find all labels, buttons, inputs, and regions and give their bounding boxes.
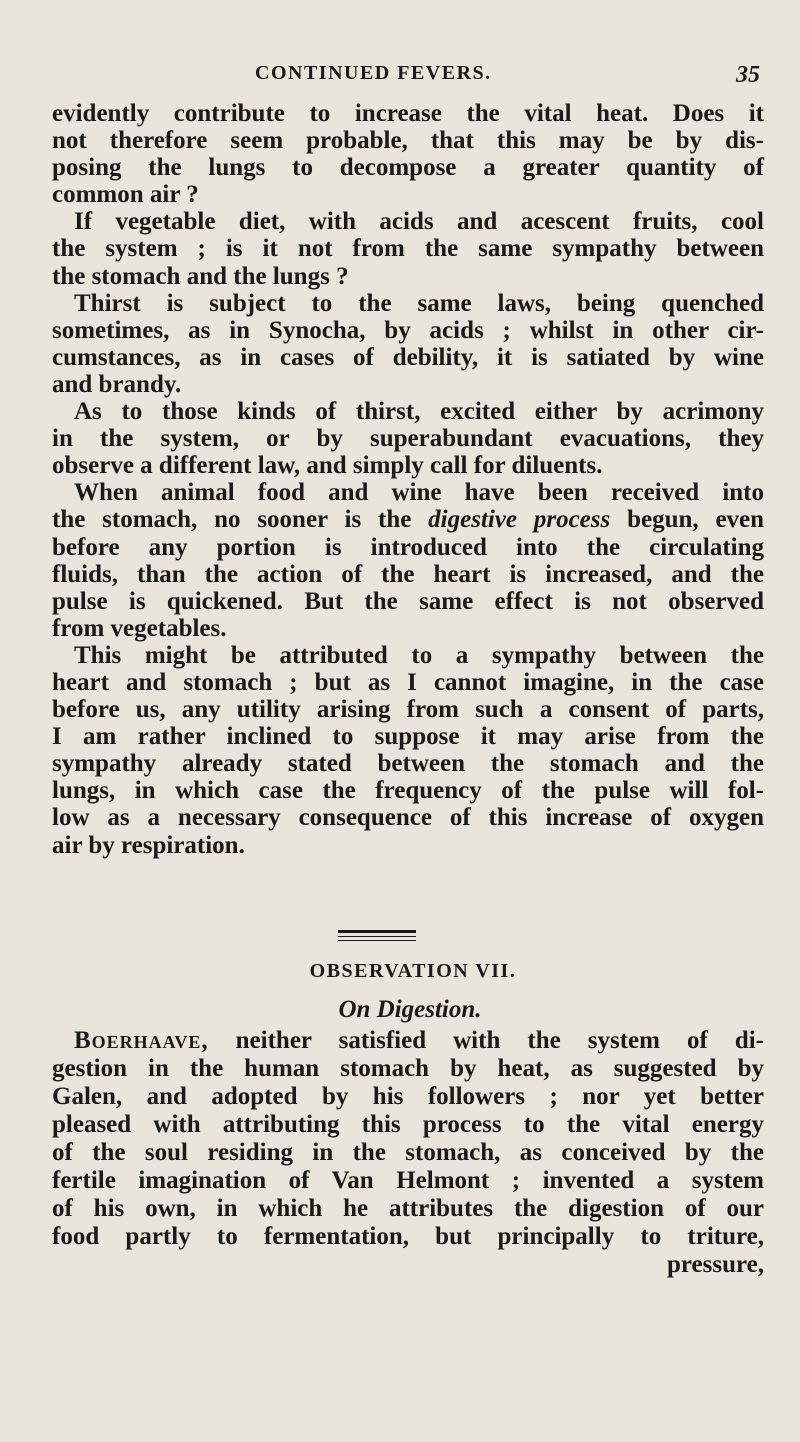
text-line: pulse is quickened. But the same effect is not observed	[52, 587, 764, 615]
text-line: the system ; is it not from the same sympathy between	[52, 235, 764, 263]
catchword: pressure,	[667, 1251, 764, 1278]
text-line: pleased with attributing this process to the vital energy	[52, 1111, 764, 1138]
italic-term: digestive process	[428, 506, 611, 534]
text-line-mixed	[52, 1027, 764, 1055]
text-line: from vegetables.	[52, 614, 227, 642]
text-line: posing the lungs to decompose a greater quantity of	[52, 154, 764, 182]
text-line: sometimes, as in Synocha, by acids ; whilst in other cir-	[52, 316, 764, 344]
text-line: gestion in the human stomach by heat, as suggested by	[52, 1055, 764, 1082]
observation-heading: OBSERVATION VII.	[309, 960, 517, 982]
text-line: air by respiration.	[52, 831, 245, 859]
running-head	[40, 62, 760, 90]
text-line: common air ?	[52, 181, 199, 209]
text-line: heart and stomach ; but as I cannot imagine, in the case	[52, 668, 764, 696]
divider-rule	[338, 940, 416, 941]
text-line: Galen, and adopted by his followers ; nor yet better	[52, 1083, 764, 1110]
author-name: Boerhaave,	[74, 1027, 209, 1054]
text-line: observe a different law, and simply call for diluents.	[52, 452, 603, 480]
text-fragment: the stomach, no sooner is the	[52, 506, 412, 534]
text-line: before us, any utility arising from such a consent of parts,	[52, 696, 764, 724]
divider-rule	[338, 930, 416, 933]
text-line: evidently contribute to increase the vital heat. Does it	[52, 100, 764, 127]
observation-subtitle: On Digestion.	[338, 996, 482, 1023]
divider-rule	[338, 936, 416, 937]
text-line: the stomach and the lungs ?	[52, 262, 349, 290]
text-line: When animal food and wine have been received into	[74, 479, 764, 507]
text-line: low as a necessary consequence of this increase of oxygen	[52, 804, 764, 832]
text-line: Thirst is subject to the same laws, being quenched	[74, 289, 764, 317]
text-line: in the system, or by superabundant evacuations, they	[52, 425, 764, 453]
text-fragment: neither satisfied with the system of di-	[235, 1027, 764, 1054]
section-divider	[0, 930, 800, 944]
text-line: of the soul residing in the stomach, as conceived by the	[52, 1139, 764, 1166]
text-line: not therefore seem probable, that this may be by dis-	[52, 127, 764, 155]
text-line: fertile imagination of Van Helmont ; invented a system	[52, 1167, 764, 1194]
text-line: cumstances, as in cases of debility, it is satiated by wine	[52, 343, 764, 371]
text-line: before any portion is introduced into the circulating	[52, 533, 764, 561]
text-line: As to those kinds of thirst, excited either by acrimony	[74, 398, 764, 426]
page-number: 35	[736, 62, 760, 88]
text-line: sympathy already stated between the stomach and the	[52, 750, 764, 778]
body-text	[52, 100, 764, 859]
text-line: If vegetable diet, with acids and acescent fruits, cool	[74, 208, 764, 236]
text-line: and brandy.	[52, 370, 182, 398]
text-line: I am rather inclined to suppose it may arise from the	[52, 723, 764, 751]
text-line: lungs, in which case the frequency of the pulse will fol-	[52, 777, 764, 805]
text-line: fluids, than the action of the heart is increased, and the	[52, 560, 764, 588]
text-line: This might be attributed to a sympathy between the	[74, 641, 764, 669]
section-text	[52, 1027, 764, 1279]
text-line: of his own, in which he attributes the digestion of our	[52, 1195, 764, 1222]
text-line: food partly to fermentation, but principally to triture,	[52, 1223, 764, 1250]
text-line-mixed	[52, 506, 764, 533]
text-fragment: begun, even	[627, 506, 765, 534]
running-title: CONTINUED FEVERS.	[255, 62, 492, 84]
